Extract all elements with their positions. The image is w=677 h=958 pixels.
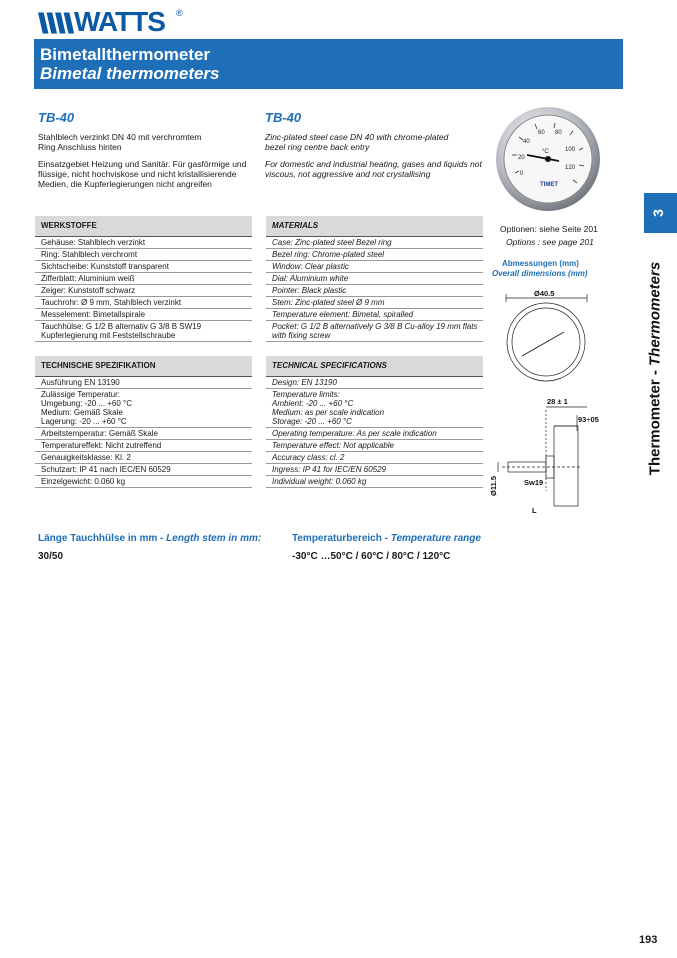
materials-rows-de (35, 236, 252, 342)
title-german: Bimetallthermometer (40, 45, 211, 64)
dial-tick: 80 (555, 130, 562, 136)
table-row: Accuracy class: cl. 2 (266, 452, 483, 464)
table-row: Zulässige Temperatur: Umgebung: -20 ... +60 °C Medium: Gemäß Skale Lagerung: -20 ... +60 °C (35, 389, 252, 428)
dimension-drawing (484, 286, 614, 516)
dim-length: L (532, 506, 537, 515)
model-de: TB-40 (38, 110, 75, 125)
table-row: Operating temperature: As per scale indication (266, 428, 483, 440)
table-row: Window: Clear plastic (266, 261, 483, 273)
table-row: Stem: Zinc-plated steel Ø 9 mm (266, 297, 483, 309)
model-en: TB-40 (265, 110, 302, 125)
description-de-line: Einsatzgebiet Heizung und Sanitär. Für gasförmige und (38, 159, 247, 169)
table-row: Einzelgewicht: 0.060 kg (35, 476, 252, 488)
table-row: Zifferblatt: Aluminium weiß (35, 273, 252, 285)
specs-rows-en (266, 376, 483, 488)
intro-en-line: bezel ring centre back entry (265, 142, 370, 152)
page-number: 193 (639, 934, 658, 946)
table-row: Zeiger: Kunststoff schwarz (35, 285, 252, 297)
brand-name: WATTS (74, 6, 165, 37)
table-row: Sichtscheibe: Kunststoff transparent (35, 261, 252, 273)
intro-de-line: Stahlblech verzinkt DN 40 mit verchromtem (38, 132, 202, 142)
dims-title-de: Abmessungen (mm) (502, 259, 579, 268)
table-row: Ring: Stahlblech verchromt (35, 249, 252, 261)
table-row: Pocket: G 1/2 B alternatively G 3/8 B Cu-alloy 19 mm flats with fixing screw (266, 321, 483, 342)
range-value: -30°C …50°C / 60°C / 80°C / 120°C (292, 551, 451, 562)
description-en (265, 159, 482, 179)
intro-en (265, 132, 448, 152)
table-row: Design: EN 13190 (266, 376, 483, 389)
watts-logo-mark (38, 8, 76, 38)
specs-table-de (35, 356, 252, 488)
dial-brand: TIMET (540, 182, 558, 188)
thermometer-photo (493, 103, 603, 215)
dial-tick: 20 (518, 155, 525, 161)
dim-stem: Ø11.5 (489, 475, 498, 496)
table-row: Messelement: Bimetallspirale (35, 309, 252, 321)
title-english: Bimetal thermometers (40, 64, 220, 83)
length-label (38, 533, 261, 544)
description-de-line: flüssige, nicht hochviskose und nicht kristallisierende (38, 169, 237, 179)
table-row: Tauchhülse: G 1/2 B alternativ G 3/8 B SW19 Kupferlegierung mit Feststellschraube (35, 321, 252, 342)
table-row: Gehäuse: Stahlblech verzinkt (35, 236, 252, 249)
dial-tick: 120 (565, 165, 576, 171)
vertical-title-en: Thermometers (646, 261, 664, 366)
table-row: Temperature effect: Not applicable (266, 440, 483, 452)
dim-bezel: 93÷05 (578, 415, 599, 424)
specs-rows-de (35, 376, 252, 488)
materials-header-de: WERKSTOFFE (35, 216, 252, 236)
table-row: Genauigkeitsklasse: Kl. 2 (35, 452, 252, 464)
table-row: Individual weight: 0.060 kg (266, 476, 483, 488)
table-row: Pointer: Black plastic (266, 285, 483, 297)
materials-header-en: MATERIALS (266, 216, 483, 236)
chapter-number: 3 (649, 209, 666, 217)
table-row: Tauchrohr: Ø 9 mm, Stahlblech verzinkt (35, 297, 252, 309)
intro-en-line: Zinc-plated steel case DN 40 with chrome-plated (265, 132, 449, 142)
description-en-line: viscous, not aggressive and not crystallising (265, 169, 431, 179)
table-row: Case: Zinc-plated steel Bezel ring (266, 236, 483, 249)
specs-table-en (266, 356, 483, 488)
range-label (292, 533, 481, 544)
description-en-line: For domestic and industrial heating, gases and liquids not (265, 159, 482, 169)
dim-depth: 28 ± 1 (547, 397, 568, 406)
dial-tick: 0 (520, 171, 524, 177)
dial-tick: 100 (565, 147, 576, 153)
table-row: Temperature element: Bimetal, spiralled (266, 309, 483, 321)
options-de: Optionen: siehe Seite 201 (500, 224, 598, 234)
materials-table-de (35, 216, 252, 342)
table-row: Arbeitstemperatur: Gemäß Skale (35, 428, 252, 440)
range-label-en: Temperature range (390, 533, 481, 544)
dial-tick: 60 (538, 130, 545, 136)
length-label-de: Länge Tauchhülse in mm - (38, 533, 167, 544)
registered-mark: ® (176, 8, 183, 18)
dial-unit: °C (542, 149, 549, 155)
options-en: Options : see page 201 (506, 237, 594, 247)
materials-rows-en (266, 236, 483, 342)
specs-header-de: TECHNISCHE SPEZIFIKATION (35, 356, 252, 376)
dial-tick: 40 (523, 139, 530, 145)
dim-diameter: Ø40.5 (534, 289, 555, 298)
table-row: Bezel ring: Chrome-plated steel (266, 249, 483, 261)
table-row: Ausführung EN 13190 (35, 376, 252, 389)
table-row: Dial: Aluminium white (266, 273, 483, 285)
length-value: 30/50 (38, 551, 64, 562)
table-row: Ingress: IP 41 for IEC/EN 60529 (266, 464, 483, 476)
vertical-section-title (647, 224, 664, 514)
materials-table-en (266, 216, 483, 342)
description-de-line: Medien, die Kupferlegierungen nicht angreifen (38, 179, 212, 189)
specs-header-en: TECHNICAL SPECIFICATIONS (266, 356, 483, 376)
intro-de-line: Ring Anschluss hinten (38, 142, 122, 152)
table-row: Temperatureffekt: Nicht zutreffend (35, 440, 252, 452)
table-row: Schutzart: IP 41 nach IEC/EN 60529 (35, 464, 252, 476)
length-label-en: Length stem in mm: (166, 533, 262, 544)
vertical-title-de: Thermometer - (646, 366, 664, 476)
dims-title-en: Overall dimensions (mm) (492, 269, 588, 278)
table-row: Temperature limits: Ambient: -20 ... +60 °C Medium: as per scale indication Storage: -20 ... +60 °C (266, 389, 483, 428)
dim-wrench: Sw19 (524, 478, 544, 487)
description-de (38, 159, 246, 189)
intro-de (38, 132, 201, 152)
range-label-de: Temperaturbereich - (292, 533, 391, 544)
